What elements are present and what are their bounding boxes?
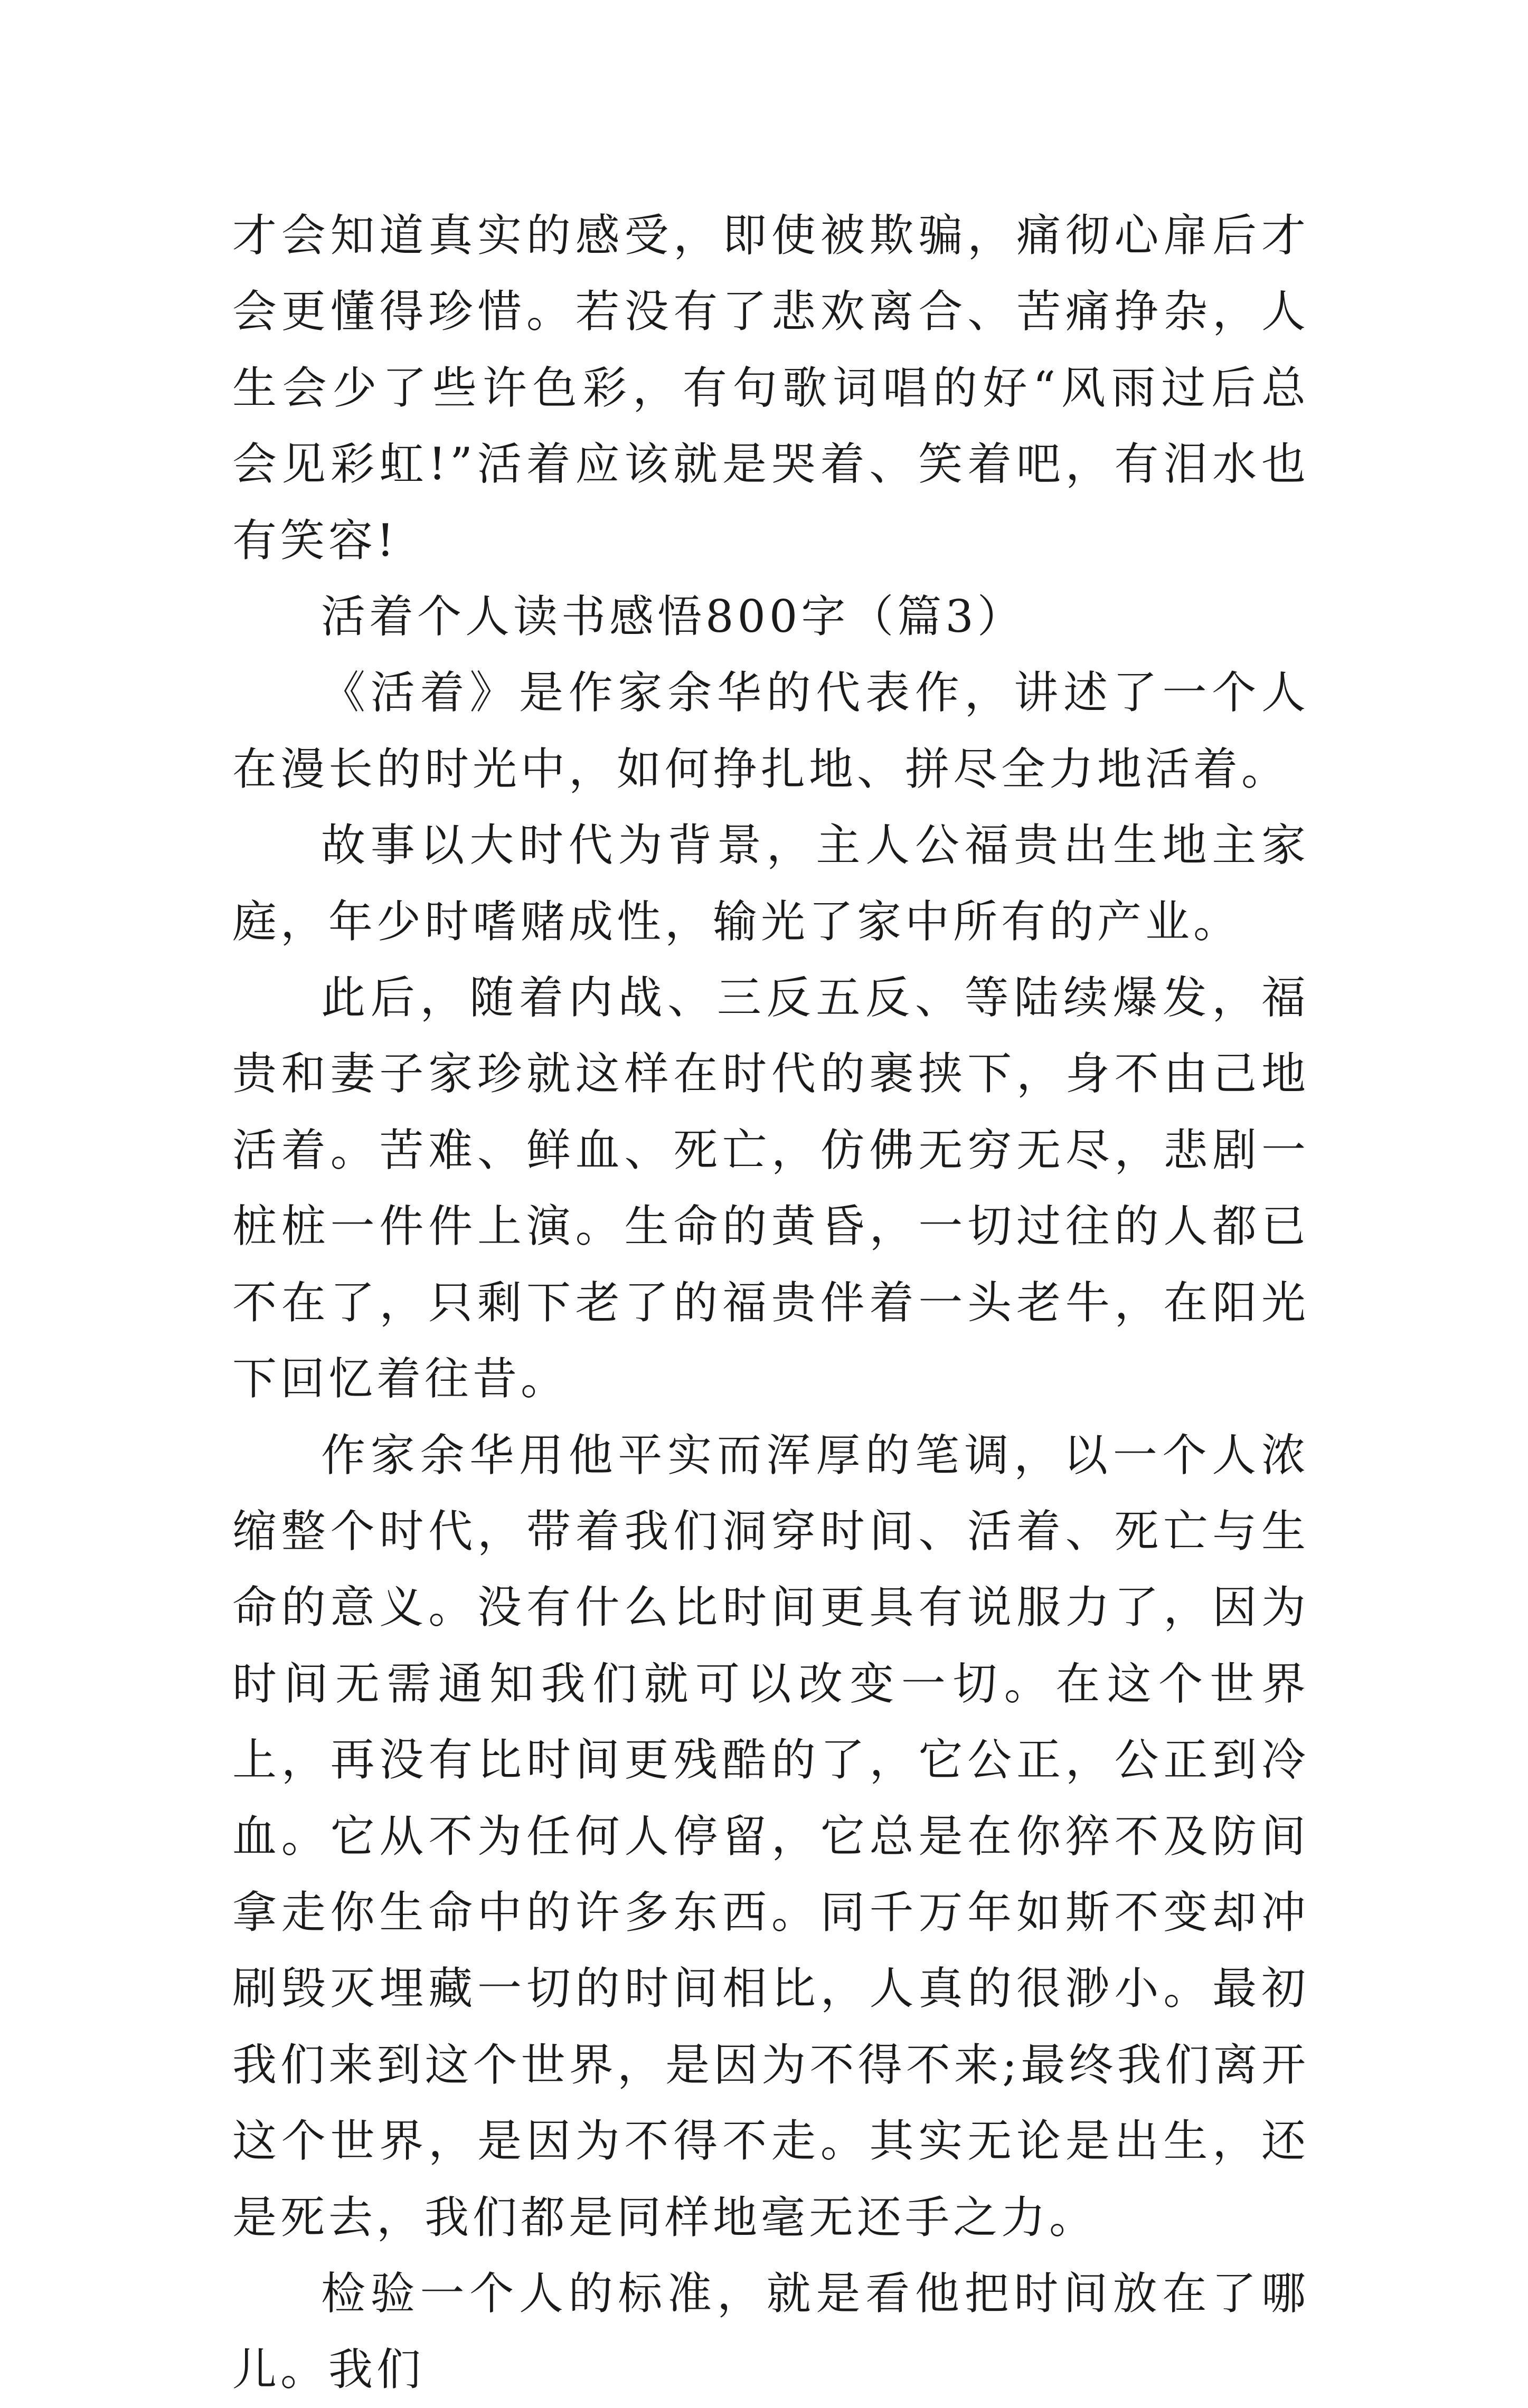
paragraph: 《活着》是作家余华的代表作，讲述了一个人在漫长的时光中，如何挣扎地、拼尽全力地活着。 — [232, 667, 1309, 795]
paragraph: 此后，随着内战、三反五反、等陆续爆发，福贵和妻子家珍就这样在时代的裹挟下，身不由己地活着。苦难、鲜血、死亡，仿佛无穷无尽，悲剧一桩桩一件件上演。生命的黄昏，一切过往的人都已不在了，只剩下老了的福贵伴着一头老牛，在阳光下回忆着往昔。 — [232, 972, 1309, 1405]
paragraph: 故事以大时代为背景，主人公福贵出生地主家庭，年少时嗜赌成性，输光了家中所有的产业。 — [232, 819, 1309, 947]
body-text — [232, 197, 1309, 2408]
paragraph: 检验一个人的标准，就是看他把时间放在了哪儿。我们 — [232, 2267, 1309, 2396]
section-heading: 活着个人读书感悟800字（篇3） — [321, 591, 1025, 643]
paragraph-continuation: 才会知道真实的感受，即使被欺骗，痛彻心扉后才会更懂得珍惜。若没有了悲欢离合、苦痛挣杂，人生会少了些许色彩，有句歌词唱的好“风雨过后总会见彩虹!”活着应该就是哭着、笑着吧，有泪水也有笑容! — [232, 210, 1309, 566]
paragraph: 作家余华用他平实而浑厚的笔调，以一个人浓缩整个时代，带着我们洞穿时间、活着、死亡与生命的意义。没有什么比时间更具有说服力了，因为时间无需通知我们就可以改变一切。在这个世界上，再没有比时间更残酷的了，它公正，公正到冷血。它从不为任何人停留，它总是在你猝不及防间拿走你生命中的许多东西。同千万年如斯不变却冲刷毁灭埋藏一切的时间相比，人真的很渺小。最初我们来到这个世界，是因为不得不来;最终我们离开这个世界，是因为不得不走。其实无论是出生，还是死去，我们都是同样地毫无还手之力。 — [232, 1429, 1309, 2243]
